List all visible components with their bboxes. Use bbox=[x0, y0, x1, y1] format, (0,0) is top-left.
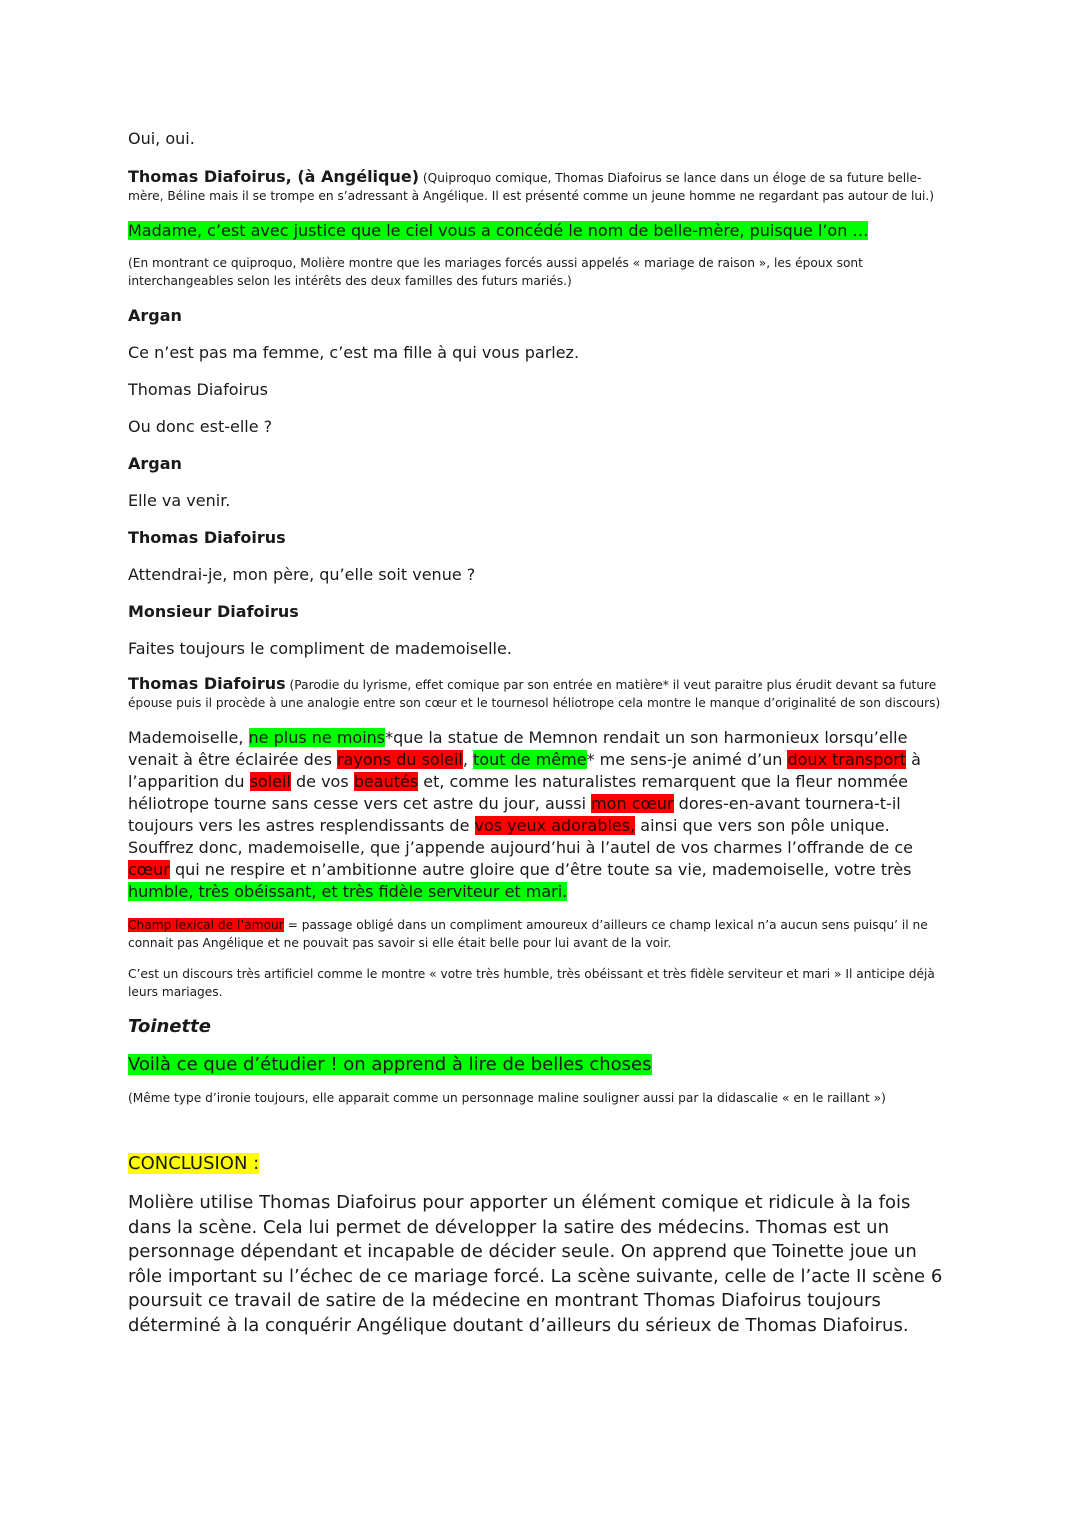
section-heading bbox=[128, 1152, 950, 1176]
speech-text: * me sens-je animé d’un bbox=[586, 750, 788, 769]
stage-note: (Quiproquo comique, Thomas Diafoirus se lance dans un éloge de sa future belle-mère, Béline mais il se trompe en s’adressant à Angélique. Il est présenté comme un jeune homme ne regardant pas autour de lui.) bbox=[128, 171, 935, 203]
highlight-green: ne plus ne moins bbox=[248, 728, 386, 747]
speech-text: à l’apparition du bbox=[128, 750, 921, 791]
speech-text: de vos bbox=[290, 772, 354, 791]
highlight-green: Madame, c’est avec justice que le ciel vous a concédé le nom de belle-mère, puisque l’on … bbox=[128, 221, 869, 240]
commentary-text: = passage obligé dans un compliment amoureux d’ailleurs ce champ lexical n’a aucun sens puisqu’ il ne connait pas Angélique et ne pouvait pas savoir si elle était belle pour lui avant de la voir. bbox=[128, 918, 928, 950]
dialogue-line: Ce n’est pas ma femme, c’est ma fille à qui vous parlez. bbox=[128, 343, 580, 362]
speaker-name: Argan bbox=[128, 306, 182, 325]
speaker-block bbox=[128, 675, 950, 712]
stage-note: (Parodie du lyrisme, effet comique par son entrée en matière* il veut paraitre plus érudit devant sa future épouse puis il procède à une analogie entre son cœur et le tournesol héliotrope cela montre le manque d’originalité de son discours) bbox=[128, 678, 941, 710]
speech-text: , bbox=[462, 750, 474, 769]
dialogue-line: Elle va venir. bbox=[128, 491, 231, 510]
dialogue-line: Faites toujours le compliment de mademoiselle. bbox=[128, 639, 512, 658]
highlight-red: Champ lexical de l’amour bbox=[128, 918, 284, 932]
highlight-green: Voilà ce que d’étudier ! on apprend à lire de belles choses bbox=[128, 1054, 652, 1075]
conclusion-text: Molière utilise Thomas Diafoirus pour apporter un élément comique et ridicule à la fois dans la scène. Cela lui permet de développer la satire des médecins. Thomas est un personnage dépendant et incapable de décider seule. On apprend que Toinette joue un rôle important su l’échec de ce mariage forcé. La scène suivante, celle de l’acte II scène 6 poursuit ce travail de satire de la médecine en montrant Thomas Diafoirus toujours déterminé à la conquérir Angélique doutant d’ailleurs du sérieux de Thomas Diafoirus. bbox=[128, 1192, 943, 1336]
speech-text: Mademoiselle, bbox=[128, 728, 249, 747]
highlight-green: tout de même bbox=[473, 750, 587, 769]
highlight-green: humble, très obéissant, et très fidèle serviteur et mari. bbox=[128, 882, 568, 901]
dialogue-line: Oui, oui. bbox=[128, 129, 195, 148]
speech-text: ainsi que vers son pôle unique. Souffrez donc, mademoiselle, que j’appende aujourd’hui à l’autel de vos charmes l’offrande de ce bbox=[128, 816, 913, 857]
highlight-red: cœur bbox=[128, 860, 170, 879]
speaker-name: Argan bbox=[128, 454, 182, 473]
speech-text: *que la statue de Memnon rendait un son harmonieux lorsqu’elle venait à être éclairée des bbox=[128, 728, 908, 769]
highlight-yellow: CONCLUSION : bbox=[128, 1153, 260, 1174]
highlight-red: mon cœur bbox=[591, 794, 674, 813]
commentary bbox=[128, 916, 950, 952]
speech-text: et, comme les naturalistes remarquent que la fleur nommée héliotrope tourne sans cesse vers cet astre du jour, aussi bbox=[128, 772, 908, 813]
document-page bbox=[128, 128, 950, 1338]
speaker-name: Thomas Diafoirus bbox=[128, 528, 286, 547]
speaker-block bbox=[128, 168, 950, 205]
dialogue-line: Ou donc est-elle ? bbox=[128, 417, 273, 436]
highlight-red: rayons du soleil bbox=[336, 750, 463, 769]
compliment-speech bbox=[128, 727, 950, 903]
speech-text: dores-en-avant tournera-t-il toujours vers les astres resplendissants de bbox=[128, 794, 901, 835]
speaker-name: Toinette bbox=[128, 1016, 211, 1037]
commentary: (En montrant ce quiproquo, Molière montre que les mariages forcés aussi appelés « mariage de raison », les époux sont interchangeables selon les intérêts des deux familles des futurs mariés.) bbox=[128, 256, 863, 288]
highlight-red: doux transport bbox=[787, 750, 907, 769]
speaker-name: Thomas Diafoirus bbox=[128, 674, 286, 693]
speaker-name: Thomas Diafoirus, (à Angélique) bbox=[128, 167, 420, 186]
speaker-name: Monsieur Diafoirus bbox=[128, 602, 299, 621]
highlight-red: vos yeux adorables, bbox=[474, 816, 636, 835]
highlight-red: beautés bbox=[353, 772, 419, 791]
commentary: (Même type d’ironie toujours, elle apparait comme un personnage maline souligner aussi par la didascalie « en le raillant ») bbox=[128, 1091, 886, 1105]
commentary: C’est un discours très artificiel comme le montre « votre très humble, très obéissant et très fidèle serviteur et mari » Il anticipe déjà leurs mariages. bbox=[128, 967, 935, 999]
speech-text: qui ne respire et n’ambitionne autre gloire que d’être toute sa vie, mademoiselle, votre très bbox=[169, 860, 912, 879]
dialogue-line bbox=[128, 220, 950, 242]
speaker-name: Thomas Diafoirus bbox=[128, 380, 269, 399]
dialogue-line: Attendrai-je, mon père, qu’elle soit venue ? bbox=[128, 565, 476, 584]
highlight-red: soleil bbox=[249, 772, 291, 791]
dialogue-line bbox=[128, 1053, 950, 1077]
